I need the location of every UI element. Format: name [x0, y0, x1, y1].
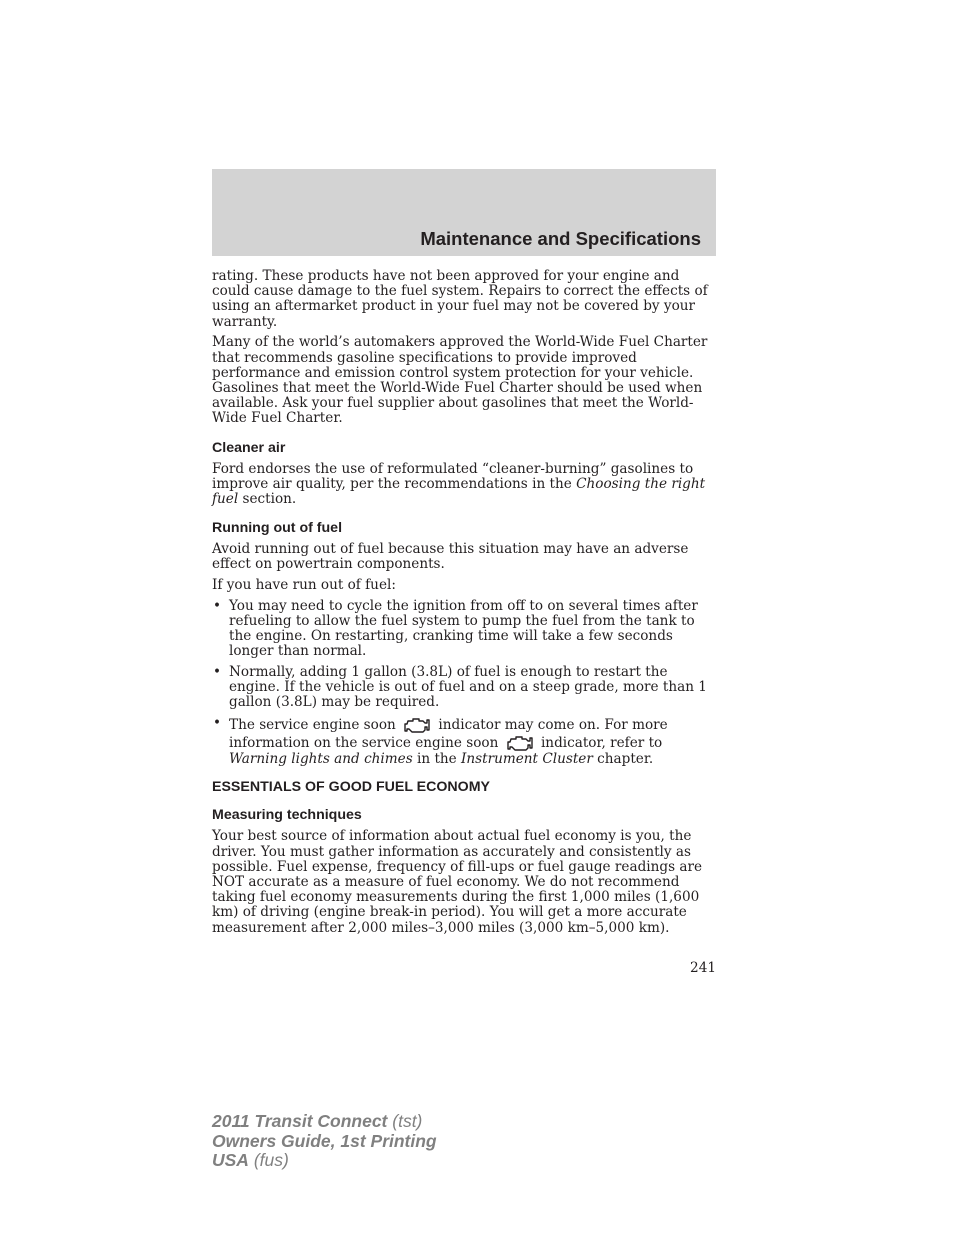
footer-line-3: [212, 1151, 437, 1171]
measuring-techniques-heading: Measuring techniques: [212, 807, 362, 824]
cleaner-air-text-end: section.: [238, 490, 297, 507]
footer-line-2: [212, 1132, 437, 1152]
page-content: [212, 269, 716, 941]
list-item: • You may need to cycle the ignition from off to on several times after refueling to allow the fuel system to pump the fuel from the tank to the engine. On restarting, cranking time will take a few seconds longer than normal.: [212, 599, 716, 660]
check-engine-icon: [400, 716, 434, 734]
intro-paragraph-2: Many of the world’s automakers approved the World-Wide Fuel Charter that recommends gasoline specifications to provide improved performance and emission control system protection for your vehicle. Gasolines that meet the World-Wide Fuel Charter should be used when available. Ask your fuel supplier about gasolines that meet the World-Wide Fuel Charter.: [212, 334, 708, 427]
essentials-heading: ESSENTIALS OF GOOD FUEL ECONOMY: [212, 779, 490, 796]
footer-line-1: [212, 1112, 437, 1132]
cleaner-air-heading: Cleaner air: [212, 439, 286, 456]
footer-market: USA: [212, 1150, 249, 1170]
list-item: • Normally, adding 1 gallon (3.8L) of fuel is enough to restart the engine. If the vehicle is out of fuel and on a steep grade, more than 1 gallon (3.8L) may be required.: [212, 665, 716, 711]
list-item: [212, 716, 716, 767]
footer: [212, 1112, 437, 1171]
measuring-paragraph: Your best source of information about actual fuel economy is you, the driver. You must gather information as accurately and consistently as possible. Fuel expense, frequency of fill-ups or fuel gauge readings are NOT accurate as a measure of fuel economy. We do not recommend taking fuel economy measurements during the first 1,000 miles (1,600 km) of driving (engine break-in period). You will get a more accurate measurement after 2,000 miles–3,000 miles (3,000 km–5,000 km).: [212, 828, 703, 936]
instrument-cluster-reference: Instrument Cluster: [461, 751, 593, 768]
bullet-text: indicator, refer to: [536, 735, 663, 752]
cleaner-air-text: Ford endorses the use of reformulated “cleaner-burning” gasolines to improve air quality, per the recommendations in the: [212, 460, 694, 492]
footer-model-code: (tst): [387, 1111, 423, 1131]
running-out-paragraph-1: Avoid running out of fuel because this situation may have an adverse effect on powertrain components.: [212, 541, 689, 573]
intro-paragraph-1: rating. These products have not been approved for your engine and could cause damage to the fuel system. Repairs to correct the effects of using an aftermarket product in your fuel may not be covered by your warranty.: [212, 268, 708, 330]
check-engine-icon: [503, 734, 537, 752]
warning-lights-reference: Warning lights and chimes: [229, 751, 413, 768]
bullet-text: indicator may come on. For more information on the service engine soon: [229, 717, 668, 752]
page-number: 241: [690, 960, 716, 976]
footer-model: 2011 Transit Connect: [212, 1111, 388, 1131]
cleaner-air-paragraph: [212, 462, 716, 508]
running-out-list: [212, 599, 716, 768]
running-out-heading: Running out of fuel: [212, 520, 343, 537]
footer-market-code: (fus): [248, 1150, 289, 1170]
running-out-paragraph-2: If you have run out of fuel:: [212, 577, 396, 594]
footer-printing: Owners Guide, 1st Printing: [212, 1130, 437, 1151]
bullet-text: chapter.: [592, 751, 654, 768]
bullet-text: The service engine soon: [229, 717, 401, 734]
section-header-band: [212, 169, 716, 256]
choosing-fuel-reference: Choosing the right fuel: [212, 475, 706, 507]
section-title: Maintenance and Specifications: [420, 228, 701, 249]
bullet-text: in the: [412, 751, 462, 768]
